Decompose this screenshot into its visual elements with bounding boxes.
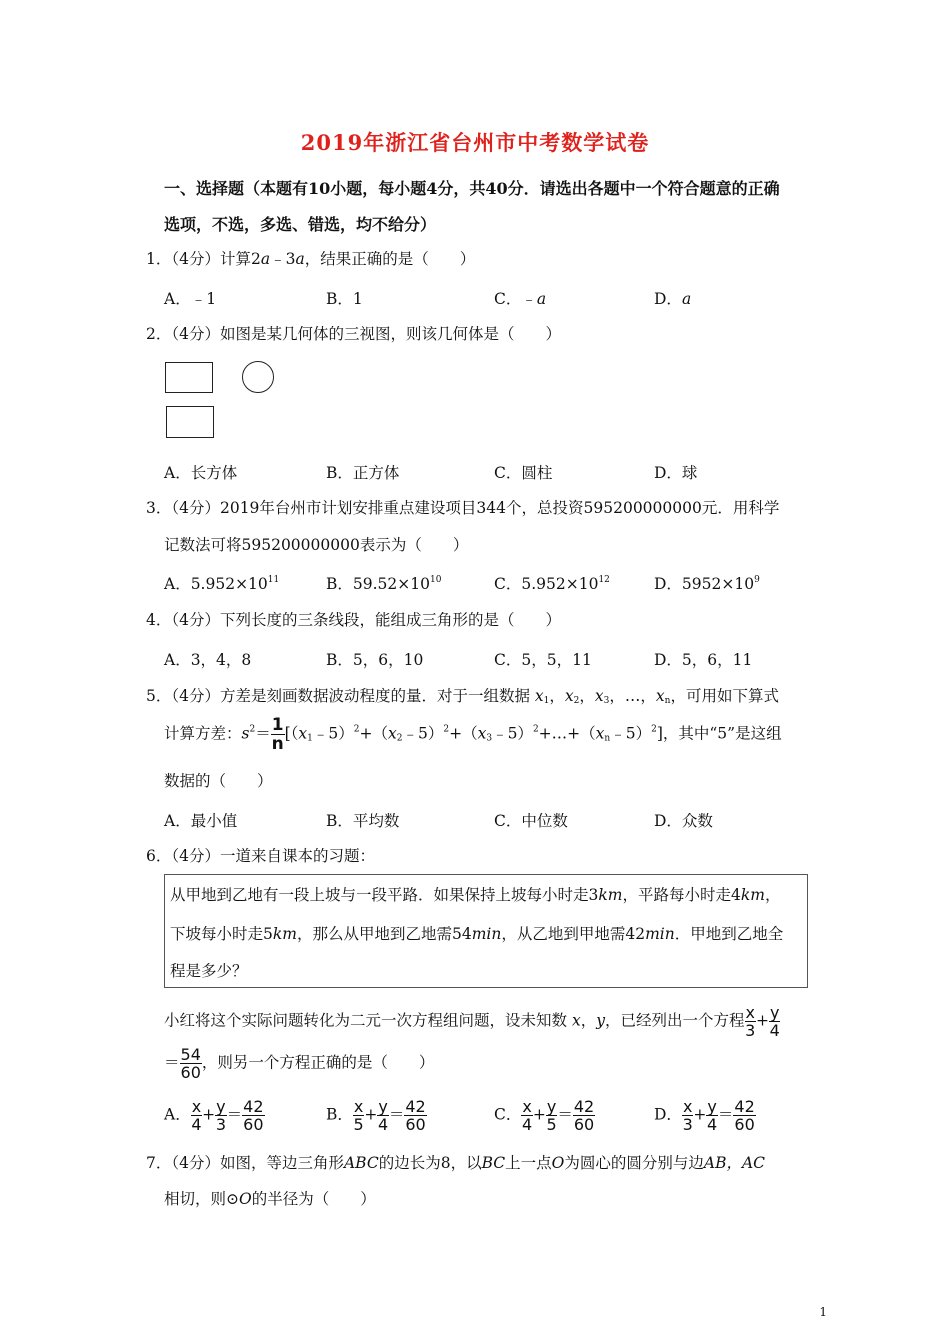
q5-option-b: B．平均数 — [326, 812, 400, 830]
question-6: 6．（4分）一道来自课本的习题： — [146, 847, 375, 865]
question-5: 5．（4分）方差是刻画数据波动程度的量．对于一组数据 $x_1$，$x_2$，$x_3$，…，$x_n$，可用如下算式 — [146, 687, 779, 706]
q3-option-a: A．$5.952\times 10^{11}$ — [164, 575, 280, 593]
q2-option-a: A．长方体 — [164, 464, 238, 482]
q5-option-a: A．最小值 — [164, 812, 238, 830]
q1-option-c: C．﹣a — [494, 290, 547, 308]
q4-option-b: B．5，6，10 — [326, 651, 424, 669]
q1-option-d: D．a — [654, 290, 692, 308]
section-heading-cont: 选项，不选，多选、错选，均不给分） — [164, 215, 437, 234]
section-heading: 一、选择题（本题有10小题，每小题4分，共40分．请选出各题中一个符合题意的正确 — [164, 179, 780, 198]
side-view-rectangle — [166, 406, 214, 438]
question-7: 7．（4分）如图，等边三角形ABC的边长为8，以BC上一点O为圆心的圆分别与边AB，AC — [146, 1154, 766, 1172]
question-3: 3．（4分）2019年台州市计划安排重点建设项目344个，总投资595200000000元．用科学 — [146, 499, 780, 517]
q3-option-b: B．$59.52\times 10^{10}$ — [326, 575, 442, 593]
q3-option-c: C．$5.952\times 10^{12}$ — [494, 575, 610, 593]
question-5-cont: 数据的（ ） — [164, 772, 273, 790]
q2-option-b: B．正方体 — [326, 464, 400, 482]
question-2: 2．（4分）如图是某几何体的三视图，则该几何体是（ ） — [146, 325, 561, 343]
page-title: 2019年浙江省台州市中考数学试卷 — [300, 130, 650, 155]
top-view-circle — [242, 361, 274, 393]
q6-option-a: A． $\frac{x}{4}$ + $\frac{y}{3}$ ＝ $\frac{42}{60}$ — [164, 1097, 264, 1134]
problem-line-3: 程是多少？ — [170, 962, 248, 980]
q3-option-d: D．$5952\times 10^9$ — [654, 575, 760, 593]
q4-option-d: D．5，6，11 — [654, 651, 753, 669]
q5-option-d: D．众数 — [654, 812, 713, 830]
q1-option-a: A．﹣1 — [164, 290, 217, 308]
question-1: 1．（4分）计算2a﹣3a，结果正确的是（ ） — [146, 250, 476, 268]
question-3-cont: 记数法可将595200000000表示为（ ） — [164, 536, 469, 554]
q4-option-c: C．5，5，11 — [494, 651, 592, 669]
q6-option-c: C． $\frac{x}{4}$ + $\frac{y}{5}$ ＝ $\frac{42}{60}$ — [494, 1097, 595, 1134]
problem-line-1: 从甲地到乙地有一段上坡与一段平路．如果保持上坡每小时走3km，平路每小时走4km， — [170, 886, 781, 904]
q6-option-d: D． $\frac{x}{3}$ + $\frac{y}{4}$ ＝ $\frac{42}{60}$ — [654, 1097, 755, 1134]
q4-option-a: A．3，4，8 — [164, 651, 252, 669]
q6-equation-line: 小红将这个实际问题转化为二元一次方程组问题，设未知数 x，y，已经列出一个方程 $\frac{x}{3}$ + $\frac{y}{4}$ — [164, 1003, 780, 1040]
q2-option-c: C．圆柱 — [494, 464, 553, 482]
question-7-cont: 相切，则⊙O的半径为（ ） — [164, 1190, 376, 1208]
q6-option-b: B． $\frac{x}{5}$ + $\frac{y}{4}$ ＝ $\frac{42}{60}$ — [326, 1097, 426, 1134]
variance-formula: 计算方差：$s^2=$ $\frac{1}{n}$ $[(x_1﹣5)^2+(x_2﹣5)^2+(x_3﹣5)^2+\dots+(x_n﹣5)^2]$，其中“5”是这组 — [164, 715, 782, 754]
question-4: 4．（4分）下列长度的三条线段，能组成三角形的是（ ） — [146, 611, 561, 629]
q1-option-b: B．1 — [326, 290, 363, 308]
q2-option-d: D．球 — [654, 464, 698, 482]
q5-option-c: C．中位数 — [494, 812, 568, 830]
q6-equation-line-2: ＝ $\frac{54}{60}$ ，则另一个方程正确的是（ ） — [164, 1045, 435, 1082]
problem-line-2: 下坡每小时走5km，那么从甲地到乙地需54min，从乙地到甲地需42min．甲地到乙地全 — [170, 925, 784, 943]
front-view-rectangle — [165, 362, 213, 393]
page-number: 1 — [819, 1305, 827, 1319]
